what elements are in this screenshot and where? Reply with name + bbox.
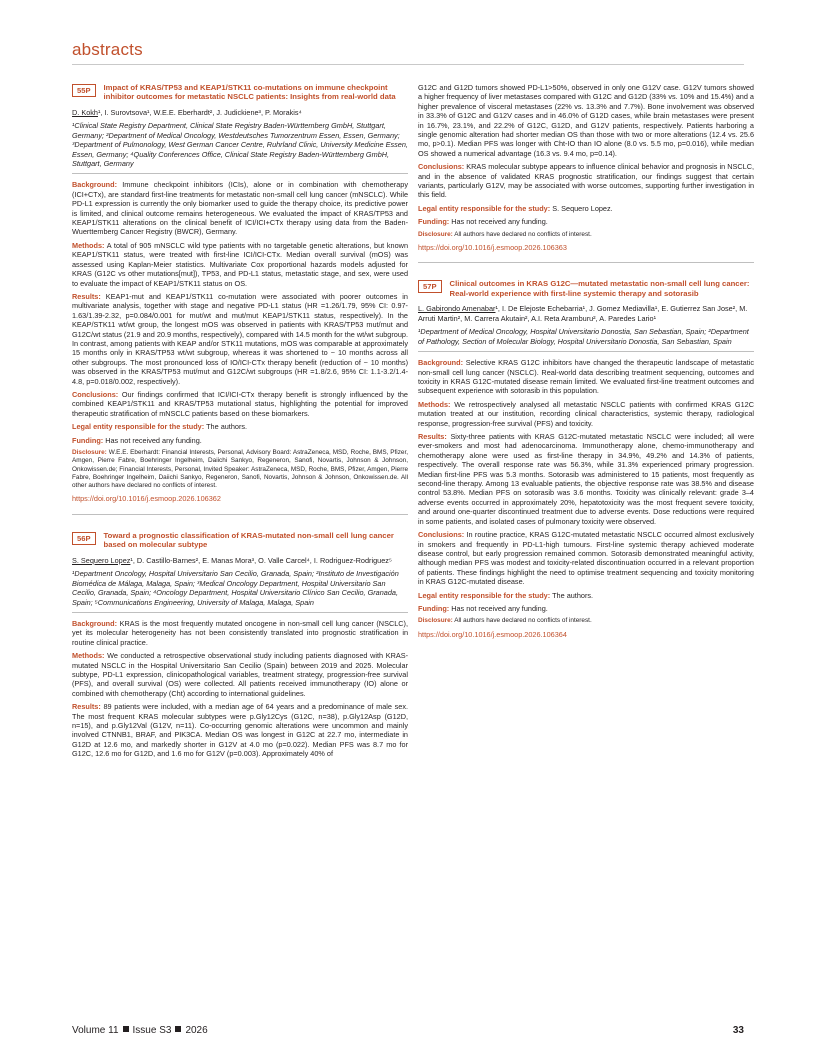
abstract-heading [418,279,754,298]
section-label: Legal entity responsible for the study: [418,590,551,600]
co-authors: ¹, I. Surovtsova¹, W.E.E. Eberhardt², J. Judickiene³, P. Morakis⁴ [97,107,302,117]
methods-paragraph [72,651,408,698]
section-text: The authors. [206,422,248,432]
section-text: 89 patients were included, with a median age of 64 years and a predominance of male sex. The most frequent KRAS molecular subtypes were p.Gly12Cys (G12C, n=38), p.Gly12Asp (G12D, n=15), and p.Gly12Val (G12V, n=11). Co-occurring genomic alterations were uncommon and mainly involved CTNNB1, BRAF, and PIK3CA. Median OS was longest in G12C at 22.7 mo, intermediate in G12D at 12.6 mo, and markedly shorter in G12V at 4.0 mo (p=0.022). Median PFS was 8.7 mo for G12C, 12.6 mo for G12D, and 1.6 mo for G12V (p=0.003). Approximately 40% of [72,702,408,759]
abstract-56p [72,531,408,759]
conclusions-paragraph [418,162,754,200]
background-paragraph [418,358,754,396]
section-label: Funding: [418,217,450,227]
left-column [72,83,408,763]
header-rule [72,64,744,65]
section-text: Our findings confirmed that ICI/ICI-CTx therapy benefit is strongly influenced by the combined KEAP1/STK11 and KRAS/TP53 mutational status, highlighting the potential for improved therapeutic stratification of mNSCLC patients based on these biomarkers. [72,389,408,418]
section-text: A total of 905 mNSCLC wild type patients with no targetable genetic alterations, but known KEAP1/STK11 status, were treated with first-line ICI/ICI-CTx. Median overall survival (mOS) was assessed using Kaplan-Meier statistics. Multivariate Cox proportional hazards models adjusted for KRAS (G12C vs other mutations[mut]), TP53, and PD-L1 status, metastatic stage, and sex, were used to evaluate the impact of KEAP1/STK11 status on OS. [72,240,408,288]
disclosure-paragraph [72,449,408,490]
methods-paragraph [72,241,408,288]
background-paragraph [72,180,408,236]
abstract-title: Impact of KRAS/TP53 and KEAP1/STK11 co-mutations on immune checkpoint inhibitor outcomes for metastatic NSCLC patients: Insights from real-world data [103,83,396,102]
section-label: Funding: [72,435,104,445]
abstract-id: 56P [72,532,96,545]
disclosure-label: Disclosure: [72,449,107,456]
section-text: KRAS molecular subtype appears to influence clinical behavior and prognosis in NSCLC, and in the absence of validated KRAS prognostic stratification, our findings suggest that certain variants, particularly G12V, may be associated with worse outcomes, supporting further investigation in this field. [418,162,754,200]
presenting-author: S. Sequero Lopez [72,555,131,565]
funding-paragraph [72,436,408,445]
square-bullet-icon [175,1026,181,1032]
section-text: KEAP1-mut and KEAP1/STK11 co-mutation were associated with poorer outcomes in multivariate analysis, together with stage and negative PD-L1 status (HR =1.26/1.79, 95% CI: 0.97-1.63/1.39-2.32, p=0.084/0.001 for mut/wt and mut/mut KEAP1/STK11 status, respectively). In the KEAP/STK11 wt/wt group, the longest mOS was observed in patients with KRAS/TP53 mut/mut and G12C/wt status (21.9 and 20.9 months, respectively), compared with 14.5 month for the wt/wt subgroup. In contrast, among patients with KEAP and/or STK11 mutations, mOS was comparable at approximately 15 months only in KRAS/TP53 wt/wt subgroup, whereas it was shortened to ~ 10 months across all other subgroups. The most pronounced loss of IO/ICI-CTx therapy benefit (reduction of ~ 10 months) was observed in the KRAS/TP53 mut/mut and G12C/wt subgroups (HR =1.8/2.6, 95% CI: 1.1-3.2/1.4-4.8, p=0.018/0.002, respectively). [72,291,408,386]
abstract-heading [72,83,408,102]
abstract-56p-continued [418,83,754,252]
section-text: We retrospectively analysed all metastatic NSCLC patients with confirmed KRAS G12C mutation treated at our institution, recording clinical characteristics, systemic therapy, radiological response, progression-free survival (PFS) and toxicity. [418,399,754,428]
methods-paragraph [418,400,754,428]
divider [418,351,754,352]
results-paragraph [72,292,408,386]
section-text: KRAS is the most frequently mutated oncogene in non-small cell lung cancer (NSCLC), yet its molecular heterogeneity has not been consistently translated into prognostic stratification in routine clinical practice. [72,618,409,647]
divider [418,262,754,263]
affiliations: ¹Clinical State Registry Department, Clinical State Registry Baden-Württemberg GmbH, Stuttgart, Germany; ²Department of Medical Oncology, Westdeutsches Tumorzentrum Essen, Essen, Germany; ³Department of Pulmonology, West German Cancer Centre, Ruhrland Clinic, University Medicine Essen, Essen, Germany; ⁴Quality Conferences Office, Clinical State Registry Baden-Württemberg GmbH, Stuttgart, Germany [72,121,408,169]
doi-link[interactable]: https://doi.org/10.1016/j.esmoop.2026.106363 [418,242,567,252]
spacer [418,269,754,279]
section-text: Immune checkpoint inhibitors (ICIs), alone or in combination with chemotherapy (ICI+CTx), are standard first-line treatments for metastatic non-small cell lung cancer (mNSCLC). While PD-L1 expression is currently the only biomarker used to guide the therapy choice, its predictive power is limited, and clinical outcome remains heterogeneous. We evaluated the impact of KRAS/TP53 and KEAP1/STK11 alterations on the clinical benefit of ICI/ICI+CTx therapy using data from the Baden-Wuerttemberg Cancer Registry (BWCR), Germany. [72,180,408,237]
section-text: The authors. [552,590,594,600]
spacer [72,521,408,531]
section-label: Background: [72,180,117,190]
disclosure-label: Disclosure: [418,617,453,625]
co-authors: ¹, D. Castillo-Barnes², E. Manas Mora³, O. Valle Carcel⁴, I. Rodriguez-Rodriguez⁵ [130,555,392,565]
issue-info [72,1025,208,1036]
section-label: Conclusions: [418,530,465,540]
section-label: Methods: [72,240,105,250]
abstract-55p [72,83,408,504]
legal-entity-paragraph [418,591,754,600]
abstract-id: 55P [72,84,96,97]
results-paragraph-part2 [418,83,754,158]
section-label: Methods: [418,399,451,409]
conclusions-paragraph [418,530,754,586]
results-paragraph-part1 [72,702,408,758]
disclosure-paragraph [418,231,754,239]
section-label: Legal entity responsible for the study: [72,422,205,432]
presenting-author: D. Kokh [72,107,98,117]
section-text: Has not received any funding. [105,435,202,445]
abstract-heading [72,531,408,550]
section-text: G12C and G12D tumors showed PD-L1>50%, observed in only one G12V case. G12V tumors showed a higher frequency of liver metastases compared with G12C and G12D (33% vs. 10% and 15.4%) and a higher prevalence of visceral metastases (22% vs. 13.3% and 7.7%). Bone involvement was observed in 33.3% of G12C and G12V cases and in 46.0% of G12D cases, while brain metastases were present in 16.7%, 23.1%, and 22.2% of G12C, G12D, and G12V patients, respectively. Patients harboring a single genomic alteration had shorter median OS than those with two or more alterations (12.4 vs. 25.6 mo, p>0.1). Median PFS was longer with Cht-IO than IO alone (8.0 vs. 5.5 mo, p=0.016), while median OS showed a numerical advantage (16.3 vs. 9.4 mo, p=0.14). [418,83,754,158]
abstract-title: Toward a prognostic classification of KRAS-mutated non-small cell lung cancer based on molecular subtype [103,530,394,550]
divider [72,514,408,515]
abstract-57p [418,279,754,639]
conclusions-paragraph [72,390,408,418]
section-text: Sixty-three patients with KRAS G12C-mutated metastatic NSCLC were included; all were ever-smokers and most had adenocarcinoma. Immunotherapy alone, chemo-immunotherapy and chemotherapy alone were used as first-line therapy in 34.9%, 49.2% and 14.3% of patients, respectively. The overall response rate was 56.3%, while 31.3% experienced primary progression. Median first-line PFS was 5.3 months. Sotorasib was administered to 15 patients, most frequently as second-line therapy. Among 13 evaluable patients, the objective response rate was 38.5% and disease control 53.8%. Median PFS on sotorasib was 3.6 months. Toxicity was clinically relevant: grade 3–4 adverse events occurred in approximately 20%, hepatotoxicity was the most frequent severe toxicity, and around one-quarter discontinued treatment due to adverse events. Dose reductions were required in some patients, and isolated cases of pulmonary toxicity were observed. [418,432,754,526]
section-label: Funding: [418,603,450,613]
disclosure-text: All authors have declared no conflicts of interest. [454,230,592,238]
section-text: Has not received any funding. [451,217,548,227]
section-label: Conclusions: [72,389,119,399]
year: 2026 [185,1025,208,1036]
section-text: Selective KRAS G12C inhibitors have changed the therapeutic landscape of metastatic non-small cell lung cancer (NSCLC). Real-world data describing treatment sequencing, outcomes and toxicity in KRAS G12C-mutated disease remain limited. We evaluated first-line treatment outcomes and subsequent experience with sotorasib in this population. [418,358,754,396]
abstract-title: Clinical outcomes in KRAS G12C—mutated metastatic non-small cell lung cancer: Real-world experience with first-line systemic therapy and sotorasib [449,279,750,298]
volume: Volume 11 [72,1025,119,1036]
doi-link[interactable]: https://doi.org/10.1016/j.esmoop.2026.106364 [418,629,567,639]
section-text: S. Sequero Lopez. [552,203,613,213]
section-label: Results: [72,291,101,301]
section-text: In routine practice, KRAS G12C-mutated metastatic NSCLC occurred almost exclusively in smokers and frequently in PD-L1-high tumours. First-line systemic therapy achieved moderate disease control, but early progression remained common. Sotorasib demonstrated meaningful activity, although median PFS was modest and toxicity-related discontinuation occurred in a relevant proportion of patients. These findings highlight the need to optimise treatment sequencing and toxicity monitoring in KRAS G12C-mutated disease. [418,530,754,587]
presenting-author: L. Gabirondo Amenabar [418,304,496,314]
author-list [72,108,408,118]
section-label: Methods: [72,651,105,661]
legal-entity-paragraph [418,204,754,213]
right-column [418,83,754,639]
section-label: Results: [418,432,447,442]
disclosure-text: All authors have declared no conflicts of interest. [454,617,592,625]
legal-entity-paragraph [72,422,408,431]
section-text: We conducted a retrospective observational study including patients diagnosed with KRAS-mutated NSCLC in the Hospital Universitario San Cecilio (Spain) between 2019 and 2025. Molecular subtype, PD-L1 expression, clinicopathological variables, treatment strategy, progression-free survival (PFS), and overall survival (OS) were collected. All patients received immunotherapy (IO) alone or combined with chemotherapy (Cht) according to international guidelines. [72,651,409,698]
section-label: Results: [72,702,101,712]
section-label: Background: [72,618,117,628]
author-list [418,304,754,323]
section-label: Conclusions: [418,162,465,172]
disclosure-label: Disclosure: [418,230,453,238]
page-number: 33 [732,1025,744,1036]
funding-paragraph [418,604,754,613]
disclosure-paragraph [418,617,754,625]
author-list [72,556,408,566]
doi-link[interactable]: https://doi.org/10.1016/j.esmoop.2026.106362 [72,494,221,504]
section-header: abstracts [72,40,143,59]
background-paragraph [72,619,408,647]
section-label: Legal entity responsible for the study: [418,203,551,213]
results-paragraph [418,432,754,526]
abstract-id: 57P [418,280,442,293]
section-label: Background: [418,358,463,368]
square-bullet-icon [123,1026,129,1032]
section-text: Has not received any funding. [451,603,548,613]
issue: Issue S3 [132,1025,172,1036]
divider [72,612,408,613]
disclosure-text: W.E.E. Eberhardt: Financial Interests, Personal, Advisory Board: AstraZeneca, MSD, Roche, BMS, Pfizer, Amgen, Pierre Fabre, Boehringer Ingelheim, Daiichi Sankyo, Regeneron, Sanofi, Novartis, Johnson & Johnson, Onkowissen.de; Financial Interests, Personal, Invited Speaker: AstraZeneca, MSD, Roche, BMS, Pfizer, Amgen, Pierre Fabre, Boehringer Ingelheim, Daiichi Sankyo, Regeneron, Sanofi, Novartis, Johnson & Johnson, Onkowissen.de. All other authors have declared no conflicts of interest. [72,449,409,490]
funding-paragraph [418,217,754,226]
co-authors: ¹, I. De Elejoste Echebarria¹, J. Gomez Mediavilla¹, E. Gutierrez San Jose², M. Arruti Martin², M. Carrera Akutain², A.I. Reta Aramburu², A. Paredes Lario¹ [418,304,748,323]
divider [72,173,408,174]
affiliations: ¹Department of Medical Oncology, Hospital Universitario Donostia, San Sebastian, Spain; ²Department of Pathology, Section of Molecular Biology, Hospital Universitario Donostia, San Sebastian, Spain [418,327,749,346]
affiliations: ¹Department Oncology, Hospital Universitario San Cecilio, Granada, Spain; ²Instituto de Investigación Biomédica de Málaga, Malaga, Spain; ³Medical Oncology Department, Hospital Universitario San Cecilio, Granada, Spain; ⁴Oncology Department, Hospital Universitario Clínico San Cecilio, Granada, Spain; ⁵Communications Engineering, University of Malaga, Malaga, Spain [72,569,399,607]
